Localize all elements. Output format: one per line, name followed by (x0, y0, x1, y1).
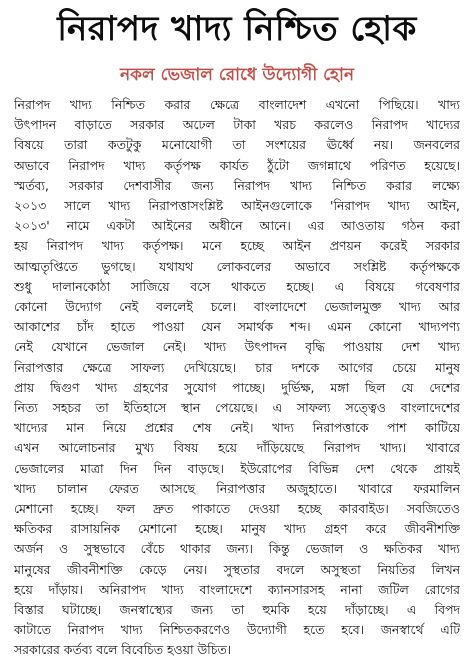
body-line: খাদ্যের মান নিয়ে প্রশ্নের শেষ নেই। খাদ্য নিরাপত্তাকে পাশ কাটিয়ে (14, 420, 460, 436)
body-line: বিষয়ে তারা কতটুকু মনোযোগী তা সংশয়ের ঊর্ধ্বে নয়। জনবলের (14, 137, 460, 153)
body-line: খাদ্য চালান ফেরত আসছে নিরাপত্তার অজুহাতে। খাবারে ফরমালিন (14, 480, 460, 496)
body-line: কাটাতে নিরাপদ খাদ্য নিশ্চিতকরণেও উদ্যোগী হতে হবে। জনস্বার্থে এটি (14, 622, 460, 638)
body-line: ২০১৩' নামে একটা আইনের অধীনে আনে। এর আওতায় গঠন করা (14, 218, 460, 234)
body-line: স্মর্তব্য, সরকার দেশবাসীর জন্য নিরাপদ খাদ্য নিশ্চিত করার লক্ষ্যে (14, 177, 460, 193)
body-line: সরকারের কর্তব্য বলে বিবেচিত হওয়া উচিত। (14, 642, 232, 658)
body-line: হয় নিরাপদ খাদ্য কর্তৃপক্ষ। মনে হচ্ছে আইন প্রণয়ন করেই সরকার (14, 238, 460, 254)
body-line: ক্ষতিকর রাসায়নিক মেশানো হচ্ছে। মানুষ খাদ্য গ্রহণ করে জীবনীশক্তি (14, 521, 460, 537)
body-line: এখন আলোচনার মুখ্য বিষয় হয়ে দাঁড়িয়েছে নিরাপদ খাদ্য। খাবারে (14, 440, 460, 456)
body-line: শুধু দালানকোঠা সাজিয়ে বসে থাকতে হচ্ছে। এ বিষয়ে গবেষণার (14, 278, 460, 294)
body-line: অর্জন ও সুস্থভাবে বেঁচে থাকার জন্য। কিন্তু ভেজাল ও ক্ষতিকর খাদ্য (14, 541, 460, 557)
body-line: কোনো উদ্যোগ নেই বললেই চলে। বাংলাদেশে ভেজালমুক্ত খাদ্য আর (14, 299, 460, 315)
body-line: উৎপাদন বাড়াতে সরকার অঢেল টাকা খরচ করলেও নিরাপদ খাদ্যের (14, 117, 460, 133)
body-line: নিরাপদ খাদ্য নিশ্চিত করার ক্ষেত্রে বাংলাদেশ এখনো পিছিয়ে। খাদ্য (14, 97, 460, 112)
body-line: হয়ে দাঁড়ায়। অনিরাপদ খাদ্য বাংলাদেশে ক্যানসারসহ নানা জটিল রোগের (14, 581, 460, 597)
body-line: প্রায় দ্বিগুণ খাদ্য গ্রহণের সুযোগ পাচ্ছে। দুর্ভিক্ষ, মঙ্গা ছিল যে দেশের (14, 379, 460, 395)
body-line: নেই যেখানে ভেজাল নেই। খাদ্য উৎপাদন বৃদ্ধি পাওয়ায় দেশ খাদ্য (14, 339, 460, 355)
body-line: ভেজালের মাত্রা দিন দিন বাড়ছে। ইউরোপের বিভিন্ন দেশ থেকে প্রায়ই (14, 460, 460, 476)
body-line: মেশানো হচ্ছে। ফল দ্রুত পাকাতে দেওয়া হচ্ছে কারবাইড। সবজিতেও (14, 501, 460, 517)
body-line: আত্মতৃপ্তিতে ভুগছে। যথাযথ লোকবলের অভাবে সংশ্লিষ্ট কর্তৃপক্ষকে (14, 258, 460, 274)
body-line: বিস্তার ঘটাচ্ছে। জনস্বাস্থ্যের জন্য তা হুমকি হয়ে দাঁড়াচ্ছে। এ বিপদ (14, 602, 460, 618)
body-line: আকাশের চাঁদ হাতে পাওয়া যেন সমার্থক শব্দ। এমন কোনো খাদ্যপণ্য (14, 319, 460, 335)
body-line: মানুষের জীবনীশক্তি কেড়ে নেয়। সুস্থতার বদলে অসুস্থতা নিয়তির লিখন (14, 561, 460, 577)
editorial-body (14, 95, 460, 661)
body-line: নিরাপত্তার ক্ষেত্রে সাফল্য দেখিয়েছে। চার দশকে আগের চেয়ে মানুষ (14, 359, 460, 375)
body-line: ২০১৩ সালে খাদ্য নিরাপত্তাসংশ্লিষ্ট আইনগুলোকে 'নিরাপদ খাদ্য আইন, (14, 198, 460, 214)
body-line: নিত্য সহচর তা ইতিহাসে স্থান পেয়েছে। এ সাফল্য সত্ত্বেও বাংলাদেশের (14, 400, 460, 416)
body-line: অভাবে নিরাপদ খাদ্য কর্তৃপক্ষ কার্যত ঠুঁটো জগন্নাথে পরিণত হয়েছে। (14, 157, 460, 173)
editorial-subheadline: নকল ভেজাল রোধে উদ্যোগী হোন (119, 65, 355, 85)
editorial-headline: নিরাপদ খাদ্য নিশ্চিত হোক (57, 9, 417, 49)
